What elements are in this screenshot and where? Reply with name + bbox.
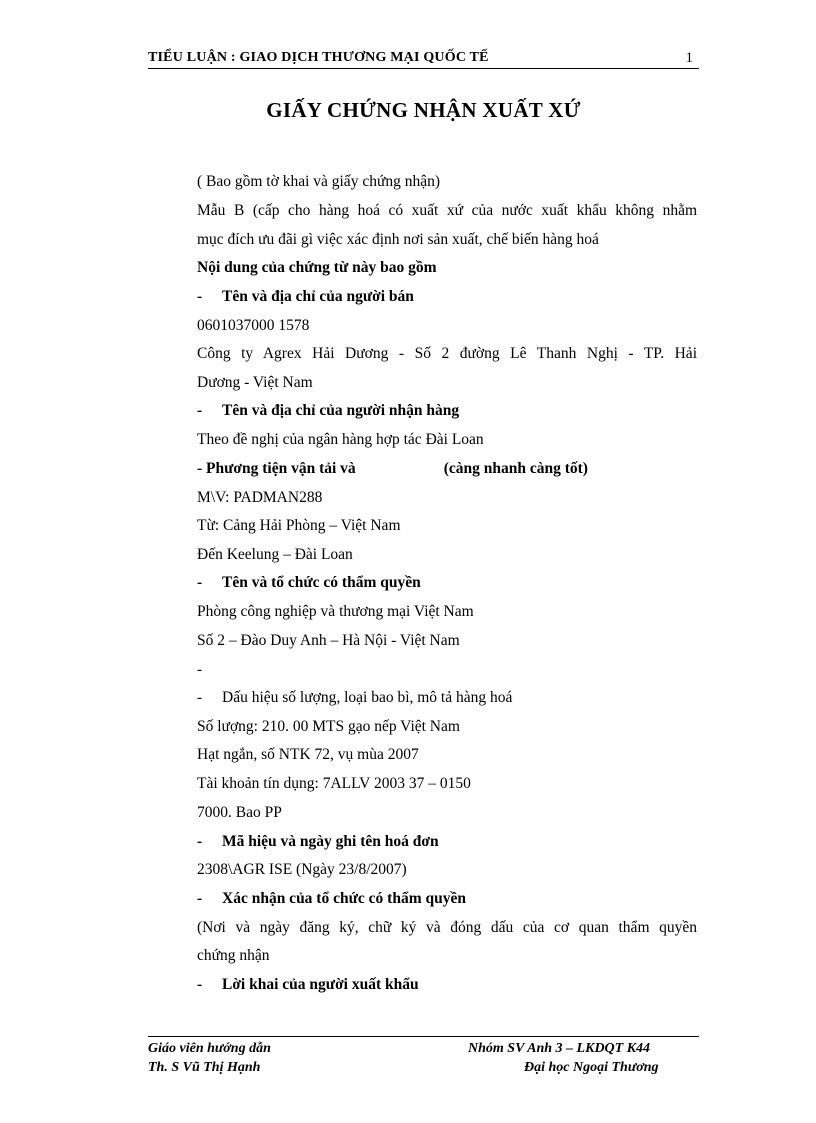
- text-line: mục đích ưu đãi gì việc xác định nơi sản xuất, chế biến hàng hoá: [197, 231, 599, 248]
- document-title: GIẤY CHỨNG NHẬN XUẤT XỨ: [266, 98, 581, 122]
- section-heading: Nội dung của chứng từ này bao gồm: [197, 259, 437, 276]
- list-item: - Tên và địa chỉ của người nhận hàng: [197, 402, 460, 419]
- footer-university: Đại học Ngoại Thương: [524, 1060, 659, 1075]
- header-title: TIỂU LUẬN : GIAO DỊCH THƯƠNG MẠI QUỐC TẾ: [148, 50, 489, 65]
- footer-group: Nhóm SV Anh 3 – LKDQT K44: [468, 1041, 651, 1056]
- text-line: 2308\AGR ISE (Ngày 23/8/2007): [197, 861, 407, 878]
- page-header: [148, 48, 699, 69]
- text-line: M\V: PADMAN288: [197, 489, 323, 506]
- footer-advisor-name: Th. S Vũ Thị Hạnh: [148, 1060, 261, 1075]
- text-line: Từ: Cảng Hải Phòng – Việt Nam: [197, 517, 401, 534]
- text-line: Theo đề nghị của ngân hàng hợp tác Đài Loan: [197, 431, 484, 448]
- text-line: ( Bao gồm tờ khai và giấy chứng nhận): [197, 173, 441, 190]
- page-number: 1: [685, 50, 693, 66]
- list-item: - Dấu hiệu số lượng, loại bao bì, mô tả hàng hoá: [197, 689, 513, 706]
- list-item: -: [197, 661, 203, 678]
- list-item: - Tên và tổ chức có thẩm quyền: [197, 574, 421, 591]
- text-line: chứng nhận: [197, 947, 270, 964]
- text-line: 7000. Bao PP: [197, 804, 282, 821]
- text-line: Đến Keelung – Đài Loan: [197, 546, 353, 563]
- list-item: - Phương tiện vận tải và (càng nhanh càng tốt): [197, 460, 588, 477]
- list-item: - Tên và địa chỉ của người bán: [197, 288, 414, 305]
- footer-advisor-label: Giáo viên hướng dẫn: [148, 1041, 271, 1056]
- text-line: (Nơi và ngày đăng ký, chữ ký và đóng dấu của cơ quan thẩm quyền: [197, 919, 697, 936]
- text-line: Công ty Agrex Hải Dương - Số 2 đường Lê Thanh Nghị - TP. Hải: [197, 345, 697, 362]
- text-line: Phòng công nghiệp và thương mại Việt Nam: [197, 603, 474, 620]
- text-line: Hạt ngắn, số NTK 72, vụ mùa 2007: [197, 746, 419, 763]
- text-line: 0601037000 1578: [197, 317, 310, 334]
- text-line: Dương - Việt Nam: [197, 374, 313, 391]
- text-line: Mẫu B (cấp cho hàng hoá có xuất xứ của nước xuất khẩu không nhằm: [197, 202, 697, 219]
- list-item: - Xác nhận của tổ chức có thẩm quyền: [197, 890, 466, 907]
- text-line: Số 2 – Đào Duy Anh – Hà Nội - Việt Nam: [197, 632, 460, 649]
- list-item: - Mã hiệu và ngày ghi tên hoá đơn: [197, 833, 439, 850]
- text-line: Số lượng: 210. 00 MTS gạo nếp Việt Nam: [197, 718, 460, 735]
- list-item: - Lời khai của người xuất khẩu: [197, 976, 419, 993]
- text-line: Tài khoản tín dụng: 7ALLV 2003 37 – 0150: [197, 775, 471, 792]
- page-footer: [148, 1036, 699, 1075]
